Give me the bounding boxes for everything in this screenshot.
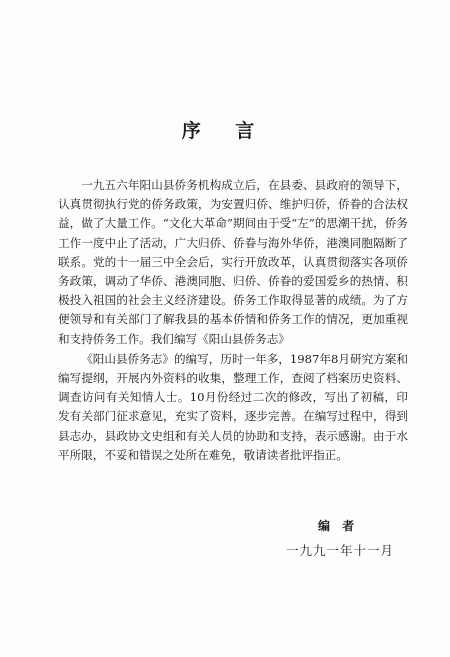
page-title: 序 言	[181, 120, 269, 142]
paragraph-1: 一九五六年阳山县侨务机构成立后，在县委、县政府的领导下，认真贯彻执行党的侨务政策，为安置归侨、维护归侨，侨眷的合法权益，做了大量工作。“文化大革命”期间由于受“左”的思潮干扰，侨务工作一度中止了活动，广大归侨、侨眷与海外华侨，港澳同胞隔断了联系。党的十一届三中全会后，实行开放改革，认真贯彻落实各项侨务政策，调动了华侨、港澳同胞、归侨、侨眷的爱国爱乡的热情、积极投入祖国的社会主义经济建设。侨务工作取得显著的成绩。为了方便领导和有关部门了解我县的基本侨情和侨务工作的情况，更加重视和支持侨务工作。我们编写《阳山县侨务志》	[58, 178, 408, 346]
preface-body	[58, 176, 408, 465]
signature: 编 者	[318, 519, 359, 533]
paragraph-2: 《阳山县侨务志》的编写，历时一年多，1987年8月研究方案和编写提纲，开展内外资料的收集，整理工作，查阅了档案历史资料、调查访问有关知情人士。10月份经过二次的修改，写出了初稿，印发有关部门征求意见，充实了资料，逐步完善。在编写过程中，得到县志办，县政协文史组和有关人员的协助和支持，表示感谢。由于水平所限，不妥和错误之处所在难免，敬请读者批评指正。	[58, 351, 408, 462]
date-line: 一九九一年十一月	[286, 543, 395, 558]
